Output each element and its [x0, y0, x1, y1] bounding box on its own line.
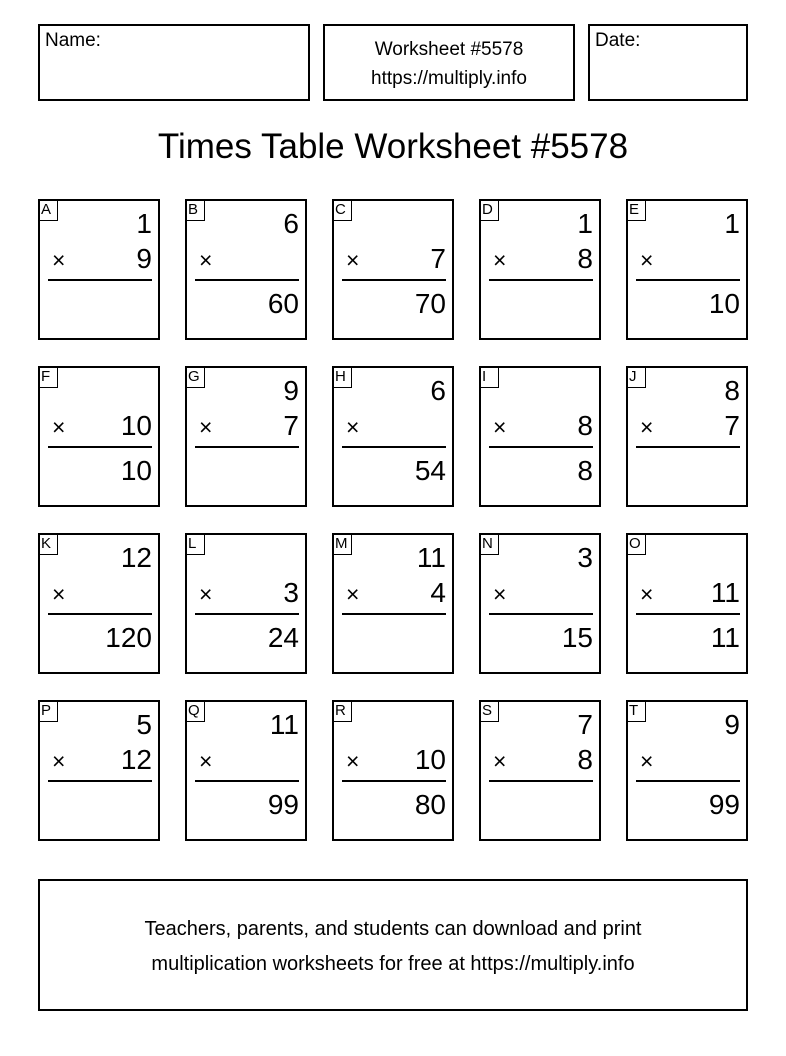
footer-box — [38, 879, 748, 1011]
problem-label: R — [332, 700, 352, 722]
problem-card-m — [332, 533, 454, 674]
answer-number[interactable]: 70 — [414, 288, 446, 319]
problem-label: O — [626, 533, 646, 555]
answer-number[interactable]: 60 — [267, 288, 299, 319]
answer-number[interactable]: 8 — [577, 455, 593, 486]
problem-label: D — [479, 199, 499, 221]
name-field-box[interactable] — [38, 24, 310, 101]
times-sign: × — [346, 247, 360, 273]
problem-card-t — [626, 700, 748, 841]
answer-line — [636, 279, 740, 281]
answer-line — [48, 279, 152, 281]
bottom-number: 9 — [136, 243, 152, 274]
bottom-number: 10 — [120, 410, 152, 441]
times-sign: × — [640, 247, 654, 273]
answer-number[interactable]: 99 — [708, 789, 740, 820]
answer-line — [342, 613, 446, 615]
times-sign: × — [346, 748, 360, 774]
worksheet-url: https://multiply.info — [371, 68, 527, 89]
problem-card-c — [332, 199, 454, 340]
problem-label: S — [479, 700, 499, 722]
times-sign: × — [346, 414, 360, 440]
answer-number[interactable]: 24 — [267, 622, 299, 653]
problem-card-f — [38, 366, 160, 507]
problem-label: C — [332, 199, 352, 221]
top-number: 9 — [724, 709, 740, 740]
bottom-number: 7 — [430, 243, 446, 274]
answer-line — [636, 780, 740, 782]
times-sign: × — [493, 247, 507, 273]
answer-line — [342, 780, 446, 782]
problem-card-o — [626, 533, 748, 674]
problem-label: J — [626, 366, 646, 388]
times-sign: × — [52, 581, 66, 607]
top-number: 1 — [577, 208, 593, 239]
top-number: 5 — [136, 709, 152, 740]
problem-card-i — [479, 366, 601, 507]
problem-card-b — [185, 199, 307, 340]
problem-label: Q — [185, 700, 205, 722]
top-number: 6 — [283, 208, 299, 239]
worksheet-id-box — [323, 24, 575, 101]
answer-line — [195, 446, 299, 448]
problem-card-s — [479, 700, 601, 841]
answer-number[interactable]: 80 — [414, 789, 446, 820]
bottom-number: 12 — [120, 744, 152, 775]
problem-label: P — [38, 700, 58, 722]
answer-line — [489, 613, 593, 615]
times-sign: × — [52, 414, 66, 440]
problem-label: K — [38, 533, 58, 555]
answer-line — [48, 446, 152, 448]
bottom-number: 7 — [283, 410, 299, 441]
answer-number[interactable]: 15 — [561, 622, 593, 653]
problem-label: B — [185, 199, 205, 221]
bottom-number: 4 — [430, 577, 446, 608]
times-sign: × — [199, 748, 213, 774]
problem-label: M — [332, 533, 352, 555]
top-number: 8 — [724, 375, 740, 406]
times-sign: × — [493, 414, 507, 440]
answer-line — [636, 446, 740, 448]
date-field-box[interactable] — [588, 24, 748, 101]
top-number: 7 — [577, 709, 593, 740]
times-sign: × — [52, 748, 66, 774]
answer-number[interactable]: 10 — [708, 288, 740, 319]
problem-card-h — [332, 366, 454, 507]
times-sign: × — [199, 414, 213, 440]
top-number: 6 — [430, 375, 446, 406]
problem-card-r — [332, 700, 454, 841]
problem-label: I — [479, 366, 499, 388]
bottom-number: 8 — [577, 410, 593, 441]
problem-label: N — [479, 533, 499, 555]
page-title: Times Table Worksheet #5578 — [157, 127, 629, 166]
bottom-number: 7 — [724, 410, 740, 441]
problem-card-q — [185, 700, 307, 841]
problem-label: F — [38, 366, 58, 388]
answer-line — [342, 446, 446, 448]
times-sign: × — [493, 748, 507, 774]
times-sign: × — [640, 748, 654, 774]
top-number: 1 — [724, 208, 740, 239]
answer-line — [195, 279, 299, 281]
footer-line-2: multiplication worksheets for free at https://multiply.info — [151, 953, 635, 975]
times-sign: × — [52, 247, 66, 273]
problem-card-l — [185, 533, 307, 674]
answer-line — [48, 780, 152, 782]
bottom-number: 10 — [414, 744, 446, 775]
answer-number[interactable]: 10 — [120, 455, 152, 486]
top-number: 11 — [269, 709, 299, 740]
answer-line — [48, 613, 152, 615]
problem-label: G — [185, 366, 205, 388]
answer-line — [636, 613, 740, 615]
problem-card-j — [626, 366, 748, 507]
top-number: 12 — [120, 542, 152, 573]
date-label: Date: — [595, 30, 641, 51]
problem-card-d — [479, 199, 601, 340]
problem-card-e — [626, 199, 748, 340]
footer-line-1: Teachers, parents, and students can download and print — [144, 918, 642, 940]
bottom-number: 8 — [577, 744, 593, 775]
top-number: 9 — [283, 375, 299, 406]
name-label: Name: — [45, 30, 101, 51]
answer-line — [489, 279, 593, 281]
bottom-number: 8 — [577, 243, 593, 274]
problem-label: T — [626, 700, 646, 722]
times-sign: × — [493, 581, 507, 607]
times-sign: × — [199, 247, 213, 273]
problem-card-g — [185, 366, 307, 507]
top-number: 3 — [577, 542, 593, 573]
problem-label: A — [38, 199, 58, 221]
bottom-number: 3 — [283, 577, 299, 608]
answer-line — [489, 446, 593, 448]
problem-card-n — [479, 533, 601, 674]
answer-number[interactable]: 120 — [105, 622, 152, 653]
answer-line — [195, 780, 299, 782]
times-sign: × — [640, 414, 654, 440]
problem-label: E — [626, 199, 646, 221]
problem-card-a — [38, 199, 160, 340]
answer-line — [342, 279, 446, 281]
times-sign: × — [346, 581, 360, 607]
answer-number[interactable]: 11 — [710, 622, 740, 653]
times-sign: × — [199, 581, 213, 607]
problem-label: H — [332, 366, 352, 388]
answer-number[interactable]: 54 — [414, 455, 446, 486]
answer-number[interactable]: 99 — [267, 789, 299, 820]
top-number: 11 — [416, 542, 446, 573]
answer-line — [195, 613, 299, 615]
problem-card-p — [38, 700, 160, 841]
answer-line — [489, 780, 593, 782]
bottom-number: 11 — [710, 577, 740, 608]
problem-card-k — [38, 533, 160, 674]
times-sign: × — [640, 581, 654, 607]
problem-label: L — [185, 533, 205, 555]
worksheet-number: Worksheet #5578 — [374, 39, 524, 60]
top-number: 1 — [136, 208, 152, 239]
